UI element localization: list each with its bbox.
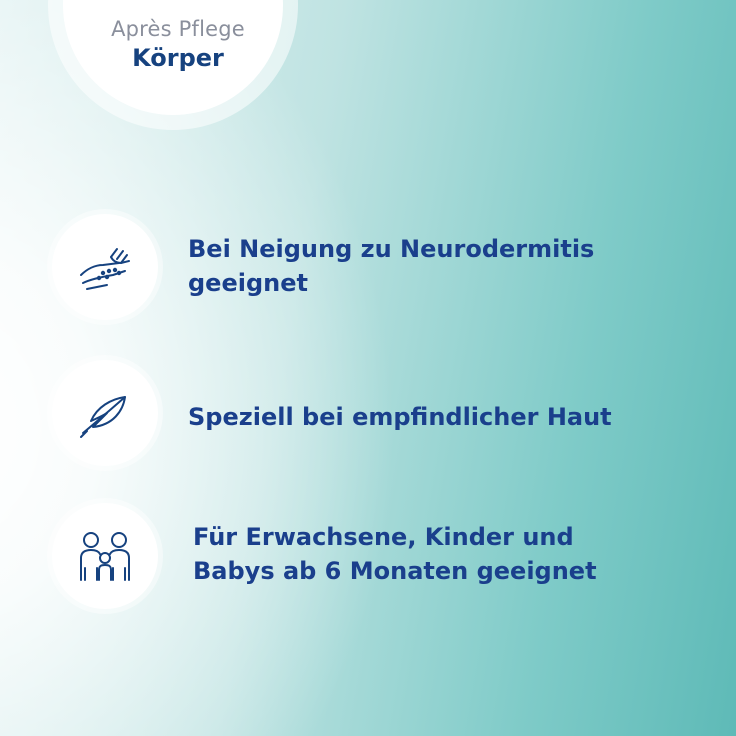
- feather-icon-circle: [52, 360, 158, 466]
- feature-line: geeignet: [188, 269, 308, 297]
- badge-subtitle: Après Pflege: [111, 17, 245, 41]
- feature-text-age-suitability: [193, 520, 597, 588]
- family-icon: [73, 524, 137, 588]
- feature-line: Bei Neigung zu Neurodermitis: [188, 235, 595, 263]
- feature-text-neurodermitis: [188, 232, 594, 300]
- feature-line: Für Erwachsene, Kinder und: [193, 523, 574, 551]
- hand-skin-icon-circle: [52, 214, 158, 320]
- feature-line: Speziell bei empfindlicher Haut: [188, 403, 612, 431]
- feature-line: Babys ab 6 Monaten geeignet: [193, 557, 597, 585]
- badge-title: Körper: [132, 44, 224, 72]
- feather-icon: [73, 381, 137, 445]
- feature-text-sensitive-skin: [188, 400, 612, 434]
- hand-skin-icon: [73, 235, 137, 299]
- family-icon-circle: [52, 503, 158, 609]
